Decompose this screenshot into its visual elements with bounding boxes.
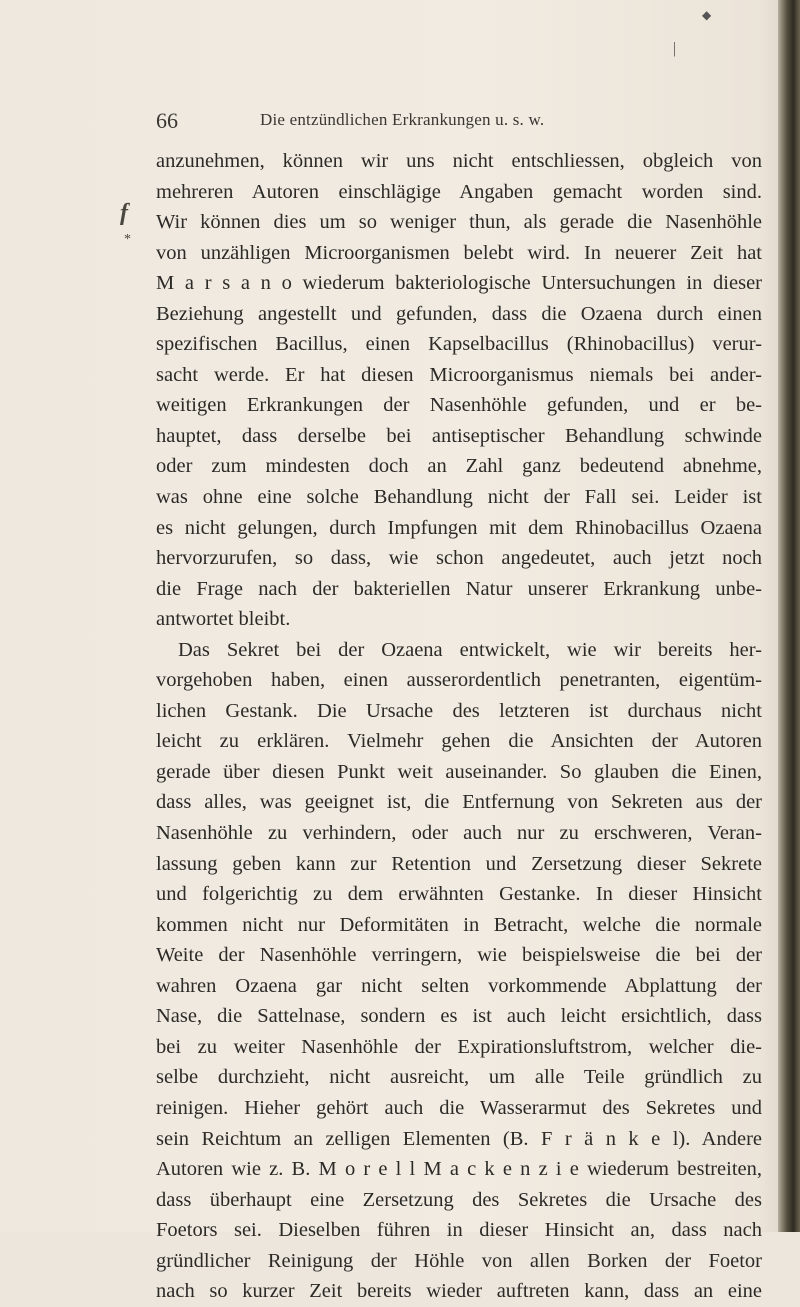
page-number: 66 xyxy=(156,108,178,133)
text-line: von unzähligen Microorganismen belebt wird. In neuerer Zeit hat xyxy=(156,241,762,264)
page-binding-edge xyxy=(778,0,800,1232)
text-line: bei zu weiter Nasenhöhle der Expirationsluftstrom, welcher die- xyxy=(156,1035,762,1058)
text-line: mehreren Autoren einschlägige Angaben gemacht worden sind. xyxy=(156,180,762,203)
text-line: kommen nicht nur Deformitäten in Betracht, welche die normale xyxy=(156,913,762,936)
text-line: Foetors sei. Dieselben führen in dieser Hinsicht an, dass nach xyxy=(156,1219,762,1242)
text-line: wahren Ozaena gar nicht selten vorkommende Abplattung der xyxy=(156,974,762,997)
text-line: dass alles, was geeignet ist, die Entfernung von Sekreten aus der xyxy=(156,791,762,814)
page-header xyxy=(156,108,766,138)
print-speck: ◆ xyxy=(702,8,712,22)
body-text xyxy=(156,146,762,1307)
text-line: lassung geben kann zur Retention und Zersetzung dieser Sekrete xyxy=(156,852,762,875)
text-line: Autoren wie z. B. M o r e l l M a c k e n z i e wiederum bestreiten, xyxy=(156,1158,762,1181)
text-line: Das Sekret bei der Ozaena entwickelt, wie wir bereits her- xyxy=(178,638,762,661)
text-line: Weite der Nasenhöhle verringern, wie beispielsweise die bei der xyxy=(156,944,762,967)
text-line: dass überhaupt eine Zersetzung des Sekretes die Ursache des xyxy=(156,1188,762,1211)
text-line: weitigen Erkrankungen der Nasenhöhle gefunden, und er be- xyxy=(156,394,762,417)
margin-mark: * xyxy=(124,232,131,247)
text-line: und folgerichtig zu dem erwähnten Gestanke. In dieser Hinsicht xyxy=(156,883,762,906)
text-line: sacht werde. Er hat diesen Microorganismus niemals bei ander- xyxy=(156,363,762,386)
text-line: nach so kurzer Zeit bereits wieder auftreten kann, dass an eine xyxy=(156,1280,762,1303)
text-line: gründlicher Reinigung der Höhle von allen Borken der Foetor xyxy=(156,1249,762,1272)
text-line: M a r s a n o wiederum bakteriologische Untersuchungen in dieser xyxy=(156,272,762,295)
text-line: gerade über diesen Punkt weit auseinander. So glauben die Einen, xyxy=(156,760,762,783)
text-line: Nase, die Sattelnase, sondern es ist auch leicht ersichtlich, dass xyxy=(156,1005,762,1028)
text-line: leicht zu erklären. Vielmehr gehen die Ansichten der Autoren xyxy=(156,730,762,753)
text-line: vorgehoben haben, einen ausserordentlich penetranten, eigentüm- xyxy=(156,669,762,692)
text-line: reinigen. Hieher gehört auch die Wasserarmut des Sekretes und xyxy=(156,1096,762,1119)
text-line: anzunehmen, können wir uns nicht entschliessen, obgleich von xyxy=(156,150,762,172)
text-line: Nasenhöhle zu verhindern, oder auch nur zu erschweren, Veran- xyxy=(156,822,762,845)
text-line: spezifischen Bacillus, einen Kapselbacillus (Rhinobacillus) verur- xyxy=(156,333,762,356)
text-line: die Frage nach der bakteriellen Natur unserer Erkrankung unbe- xyxy=(156,577,762,600)
text-line: Wir können dies um so weniger thun, als gerade die Nasenhöhle xyxy=(156,211,762,234)
running-title: Die entzündlichen Erkrankungen u. s. w. xyxy=(260,110,545,129)
text-line: hervorzurufen, so dass, wie schon angedeutet, auch jetzt noch xyxy=(156,547,762,570)
text-line: antwortet bleibt. xyxy=(156,608,291,631)
text-line: sein Reichtum an zelligen Elementen (B. F r ä n k e l). Andere xyxy=(156,1127,762,1150)
text-line: lichen Gestank. Die Ursache des letzteren ist durchaus nicht xyxy=(156,699,762,722)
print-speck: | xyxy=(673,40,677,57)
text-line: oder zum mindesten doch an Zahl ganz bedeutend abnehme, xyxy=(156,455,762,478)
text-line: es nicht gelungen, durch Impfungen mit dem Rhinobacillus Ozaena xyxy=(156,516,762,539)
text-line: was ohne eine solche Behandlung nicht der Fall sei. Leider ist xyxy=(156,486,762,509)
margin-mark: f xyxy=(120,200,128,226)
text-line: hauptet, dass derselbe bei antiseptischer Behandlung schwinde xyxy=(156,424,762,447)
text-line: selbe durchzieht, nicht ausreicht, um alle Teile gründlich zu xyxy=(156,1066,762,1089)
text-line: Beziehung angestellt und gefunden, dass die Ozaena durch einen xyxy=(156,302,762,325)
